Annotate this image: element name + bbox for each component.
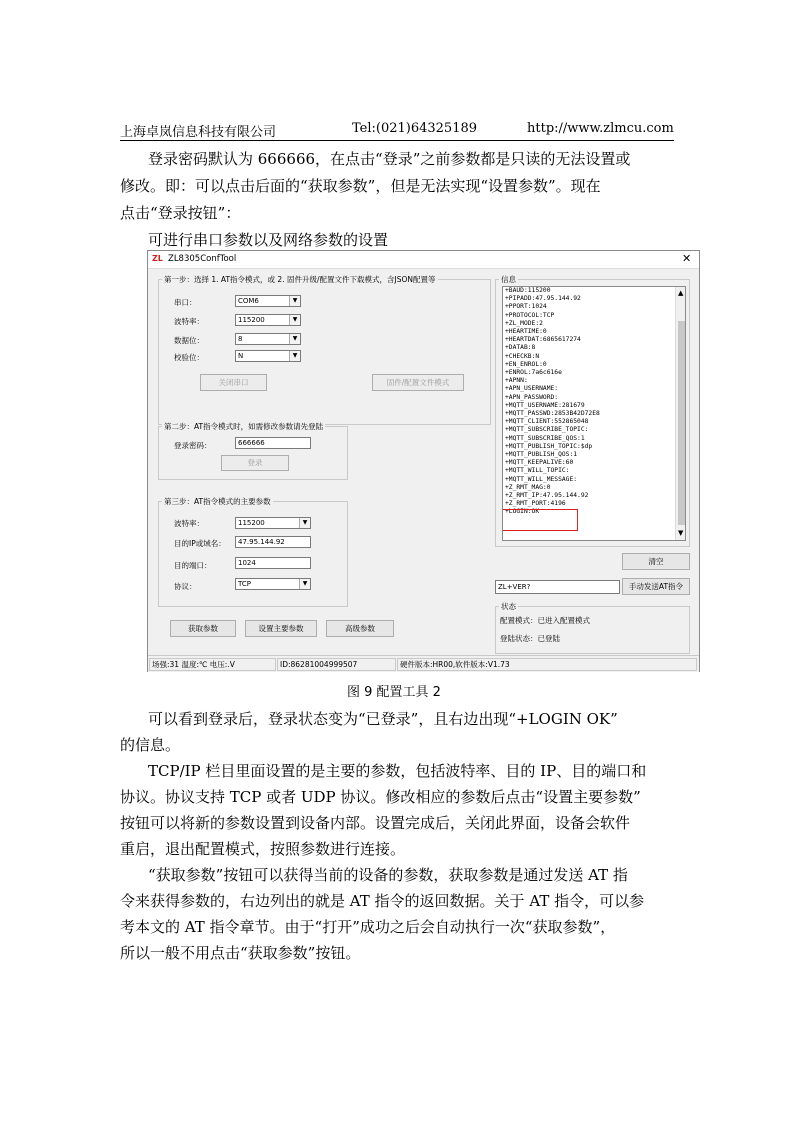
login-ok-highlight	[502, 509, 578, 531]
paragraph-line: TCP/IP 栏目里面设置的是主要的参数，包括波特率、目的 IP、目的端口和	[148, 762, 647, 780]
step1-group	[158, 279, 491, 425]
protocol-label: 协议：	[174, 582, 197, 591]
password-input[interactable]: 666666	[235, 437, 311, 449]
info-line: +Z_RMT_MAG:0	[505, 483, 551, 491]
baud-label: 波特率：	[174, 317, 204, 326]
paragraph-line: 协议。协议支持 TCP 或者 UDP 协议。修改相应的参数后点击“设置主要参数”	[120, 788, 641, 806]
step2-title: 第二步：AT指令模式时，如需修改参数请先登陆	[164, 422, 324, 431]
step3-baud-label: 波特率：	[174, 519, 204, 528]
scroll-down-icon[interactable]: ▼	[678, 529, 684, 537]
info-line: +PIPADD:47.95.144.92	[505, 295, 581, 303]
step1-title: 第一步：选择 1. AT指令模式，或 2. 固件升级/配置文件下载模式，含JSON配置等	[164, 275, 436, 284]
info-line: +PPORT:1024	[505, 303, 547, 311]
info-line: +MQTT_SUBSCRIBE_TOPIC:	[505, 426, 589, 434]
info-title: 信息	[501, 275, 516, 284]
state-title: 状态	[501, 602, 516, 611]
login-button[interactable]: 登录	[221, 455, 289, 471]
paragraph-line: 可进行串口参数以及网络参数的设置	[148, 231, 389, 249]
title-bar	[148, 251, 699, 269]
info-line: +APN_PASSWORD:	[505, 393, 559, 401]
header-url: http://www.zlmcu.com	[527, 121, 674, 136]
info-line: +HEARTDAT:6865617274	[505, 336, 581, 344]
info-line: +Z_RMT_IP:47.95.144.92	[505, 492, 589, 500]
info-line: +MQTT_WILL_TOPIC:	[505, 467, 570, 475]
paragraph-line: 登录密码默认为 666666，在点击“登录”之前参数都是只读的无法设置或	[148, 150, 631, 168]
info-line: +Z_RMT_PORT:4196	[505, 500, 566, 508]
step3-baud-select[interactable]: 115200 ▼	[235, 517, 311, 529]
send-at-button[interactable]: 手动发送AT指令	[622, 578, 690, 595]
status-version: 硬件版本:HR00,软件版本:V1.73	[397, 658, 697, 671]
paragraph-line: 重启，退出配置模式，按照参数进行连接。	[120, 840, 406, 858]
at-command-input[interactable]: ZL+VER?	[495, 580, 620, 594]
info-line: +ZL_MODE:2	[505, 319, 543, 327]
paragraph-line: 可以看到登录后，登录状态变为“已登录”，且右边出现“+LOGIN OK”	[148, 710, 618, 728]
paragraph-line: 考本文的 AT 指令章节。由于“打开”成功之后会自动执行一次“获取参数”，	[120, 918, 616, 936]
close-port-button[interactable]: 关闭串口	[200, 374, 267, 391]
paragraph-line: 的信息。	[120, 736, 181, 754]
protocol-select[interactable]: TCP ▼	[235, 578, 311, 590]
info-line: +MQTT_PASSWD:2853B42D72E8	[505, 410, 600, 418]
figure-caption: 图 9 配置工具 2	[347, 685, 441, 700]
status-signal: 场强:31 温度:℃ 电压:.V	[149, 658, 276, 671]
info-line: +MQTT_CLIENT:552865048	[505, 418, 589, 426]
paragraph-line: “获取参数”按钮可以获得当前的设备的参数，获取参数是通过发送 AT 指	[148, 866, 628, 884]
info-scrollbar[interactable]	[675, 287, 686, 540]
info-line: +MQTT_PUBLISH_TOPIC:$dp	[505, 442, 593, 450]
info-line: +BAUD:115200	[505, 287, 551, 294]
info-line: +MQTT_PUBLISH_QOS:1	[505, 451, 578, 459]
port-label: 串口：	[174, 298, 197, 307]
paragraph-line: 所以一般不用点击“获取参数”按钮。	[120, 944, 361, 962]
step3-title: 第三步：AT指令模式的主要参数	[164, 497, 271, 506]
info-line: +PROTOCOL:TCP	[505, 311, 555, 319]
paragraph-line: 令来获得参数的，右边列出的就是 AT 指令的返回数据。关于 AT 指令，可以参	[120, 892, 645, 910]
dest-ip-input[interactable]: 47.95.144.92	[235, 536, 311, 548]
dest-port-input[interactable]: 1024	[235, 557, 311, 569]
header-tel: Tel:(021)64325189	[352, 121, 478, 136]
info-line: +CHECKB:N	[505, 352, 540, 360]
clear-button[interactable]: 清空	[622, 553, 690, 570]
status-id: ID:86281004999507	[277, 658, 396, 671]
info-line: +EN_ENROL:0	[505, 360, 547, 368]
info-line: +ENROL:7a6c616e	[505, 369, 562, 377]
chevron-down-icon: ▼	[289, 315, 300, 325]
dest-ip-label: 目的IP或域名：	[174, 539, 226, 548]
info-line: +HEARTIME:0	[505, 328, 547, 336]
info-line: +APNN:	[505, 377, 528, 385]
info-line: +APN_USERNAME:	[505, 385, 559, 393]
paragraph-line: 修改。即：可以点击后面的“获取参数”，但是无法实现“设置参数”。现在	[120, 177, 601, 195]
scroll-thumb[interactable]	[678, 321, 685, 525]
firmware-mode-button[interactable]: 固件/配置文件模式	[372, 374, 464, 391]
header-company: 上海卓岚信息科技有限公司	[120, 125, 277, 140]
info-textarea[interactable]	[502, 286, 686, 541]
info-lines	[505, 287, 675, 517]
login-status: 登陆状态：已登陆	[500, 634, 560, 643]
parity-select[interactable]: N ▼	[235, 350, 301, 362]
chevron-down-icon: ▼	[289, 334, 300, 344]
close-icon[interactable]: ✕	[682, 252, 692, 265]
databits-label: 数据位：	[174, 336, 204, 345]
baud-select[interactable]: 115200 ▼	[235, 314, 301, 326]
chevron-down-icon: ▼	[299, 579, 310, 589]
info-line: +DATAB:8	[505, 344, 536, 352]
info-line: +LOGIN:OK	[505, 508, 540, 516]
config-tool-window	[147, 250, 700, 672]
app-logo-icon: ZL	[152, 254, 163, 263]
info-line: +MQTT_KEEPALIVE:60	[505, 459, 574, 467]
port-select[interactable]: COM6 ▼	[235, 295, 301, 307]
state-group	[495, 606, 690, 654]
status-bar	[148, 655, 699, 672]
chevron-down-icon: ▼	[299, 518, 310, 528]
window-title: ZL8305ConfTool	[168, 254, 237, 264]
config-mode-status: 配置模式：已进入配置模式	[500, 616, 590, 625]
paragraph-line: 按钮可以将新的参数设置到设备内部。设置完成后，关闭此界面，设备会软件	[120, 814, 631, 832]
paragraph-line: 点击“登录按钮”：	[120, 204, 241, 222]
info-line: +MQTT_WILL_MESSAGE:	[505, 475, 578, 483]
scroll-up-icon[interactable]: ▲	[678, 289, 684, 297]
info-line: +MQTT_SUBSCRIBE_QOS:1	[505, 434, 585, 442]
chevron-down-icon: ▼	[289, 351, 300, 361]
header-rule	[120, 140, 674, 141]
info-line: +MQTT_USERNAME:281679	[505, 401, 585, 409]
dest-port-label: 目的端口：	[174, 561, 212, 570]
password-label: 登录密码：	[174, 441, 212, 450]
databits-select[interactable]: 8 ▼	[235, 333, 301, 345]
advanced-params-button[interactable]: 高级参数	[326, 620, 394, 637]
parity-label: 校验位：	[174, 353, 204, 362]
set-main-params-button[interactable]: 设置主要参数	[245, 620, 317, 637]
get-params-button[interactable]: 获取参数	[170, 620, 236, 637]
step2-group	[158, 426, 348, 480]
chevron-down-icon: ▼	[289, 296, 300, 306]
